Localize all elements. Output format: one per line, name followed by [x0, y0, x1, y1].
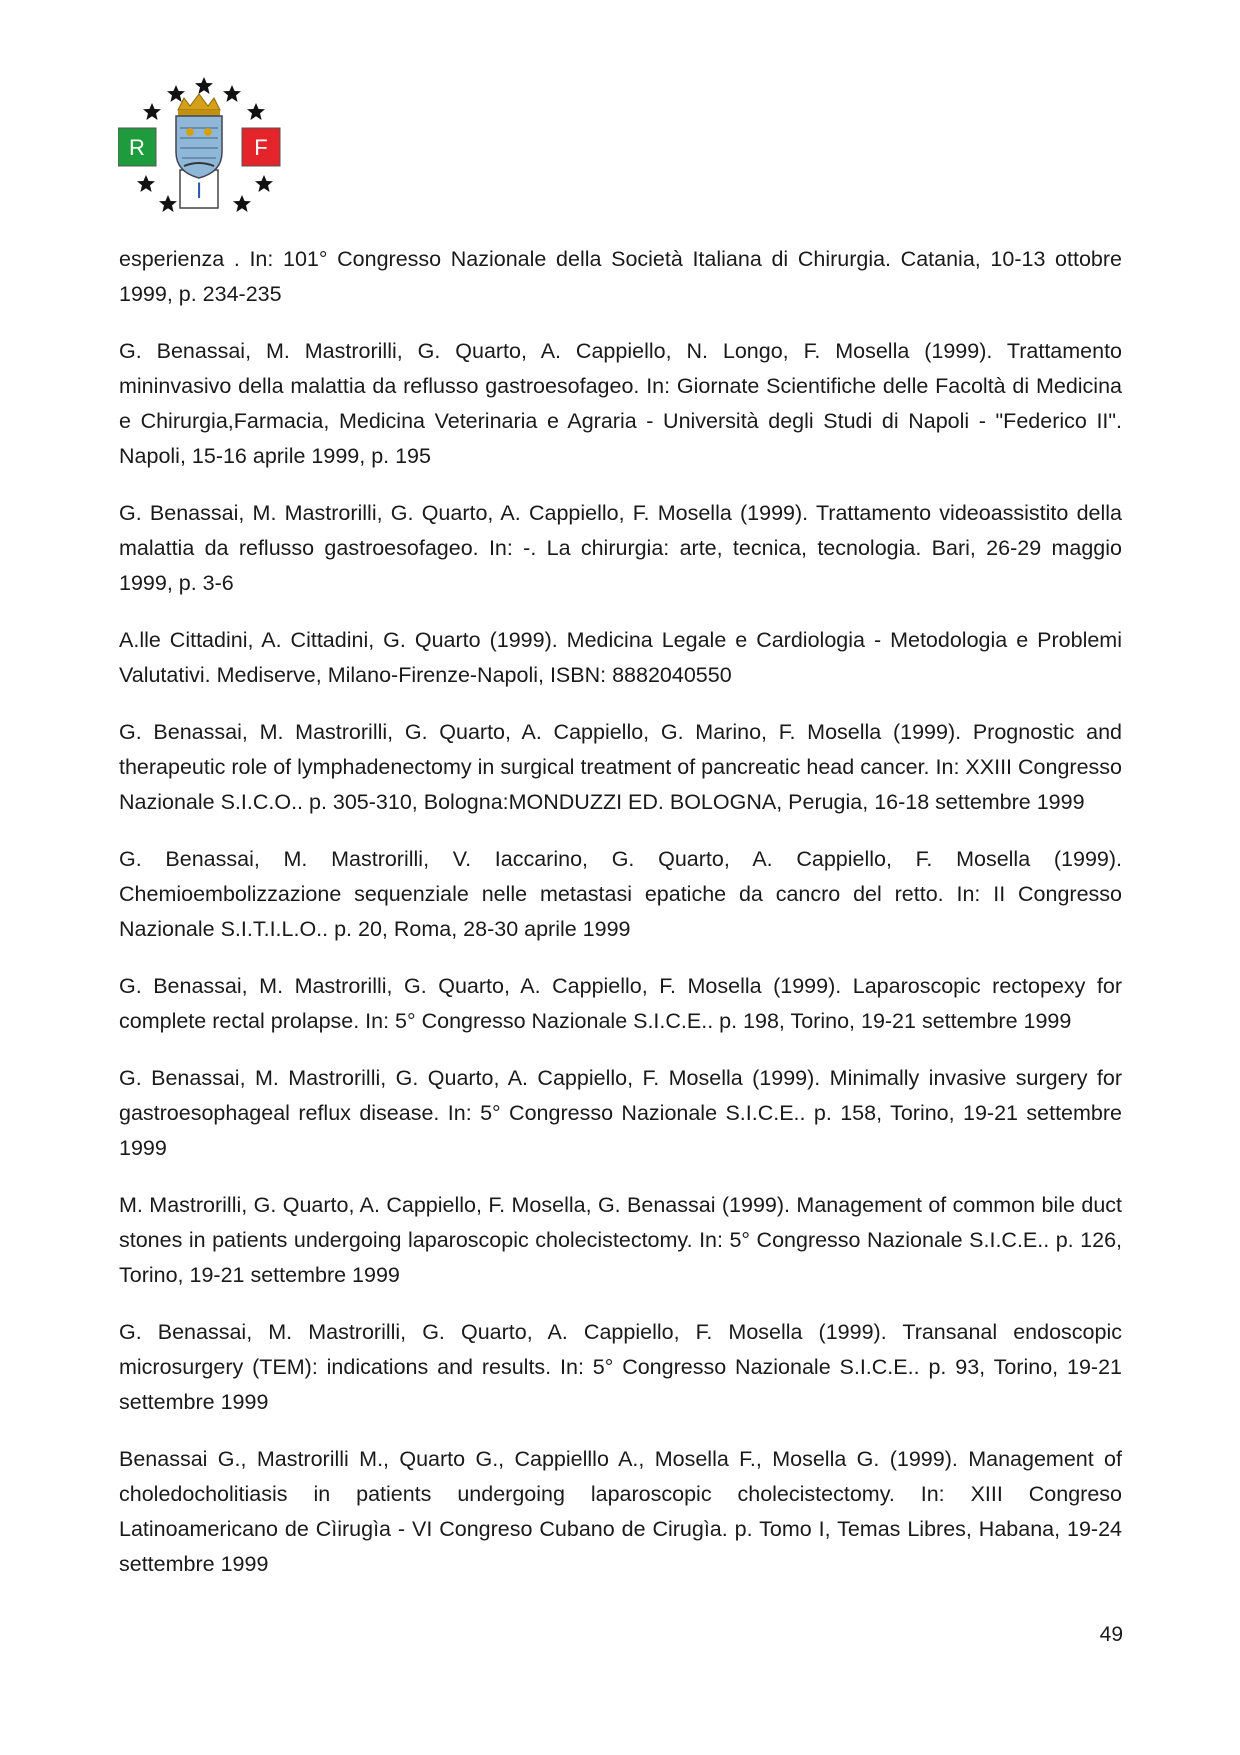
- publication-entry: Benassai G., Mastrorilli M., Quarto G., Cappielllo A., Mosella F., Mosella G. (1999). Management of choledocholitiasis in patients undergoing laparoscopic cholecistectomy. In: XIII Congreso Latinoamericano de Cìirugìa - VI Congreso Cubano de Cirugìa. p. Tomo I, Temas Libres, Habana, 19-24 settembre 1999: [119, 1447, 1122, 1576]
- publication-entry: G. Benassai, M. Mastrorilli, G. Quarto, A. Cappiello, G. Marino, F. Mosella (1999). Prognostic and therapeutic role of lymphadenectomy in surgical treatment of pancreatic head cancer. In: XXIII Congresso Nazionale S.I.C.O.. p. 305-310, Bologna:MONDUZZI ED. BOLOGNA, Perugia, 16-18 settembre 1999: [119, 720, 1122, 814]
- publication-list: [119, 242, 1122, 1604]
- publication-entry: G. Benassai, M. Mastrorilli, G. Quarto, A. Cappiello, N. Longo, F. Mosella (1999). Trattamento mininvasivo della malattia da reflusso gastroesofageo. In: Giornate Scientifiche delle Facoltà di Medicina e Chirurgia,Farmacia, Medicina Veterinaria e Agraria - Università degli Studi di Napoli - "Federico II". Napoli, 15-16 aprile 1999, p. 195: [119, 339, 1122, 468]
- logo-letter-r: R: [129, 135, 145, 160]
- publication-entry: G. Benassai, M. Mastrorilli, G. Quarto, A. Cappiello, F. Mosella (1999). Trattamento videoassistito della malattia da reflusso gastroesofageo. In: -. La chirurgia: arte, tecnica, tecnologia. Bari, 26-29 maggio 1999, p. 3-6: [119, 501, 1122, 595]
- publication-entry: esperienza . In: 101° Congresso Nazionale della Società Italiana di Chirurgia. Catania, 10-13 ottobre 1999, p. 234-235: [119, 247, 1122, 306]
- publication-entry: G. Benassai, M. Mastrorilli, V. Iaccarino, G. Quarto, A. Cappiello, F. Mosella (1999). Chemioembolizzazione sequenziale nelle metastasi epatiche da cancro del retto. In: II Congresso Nazionale S.I.T.I.L.O.. p. 20, Roma, 28-30 aprile 1999: [119, 847, 1122, 941]
- publication-entry: A.lle Cittadini, A. Cittadini, G. Quarto (1999). Medicina Legale e Cardiologia - Metodologia e Problemi Valutativi. Mediserve, Milano-Firenze-Napoli, ISBN: 8882040550: [119, 628, 1122, 687]
- logo-letter-f: F: [254, 135, 268, 160]
- rif-logo: [118, 72, 308, 232]
- publication-entry: G. Benassai, M. Mastrorilli, G. Quarto, A. Cappiello, F. Mosella (1999). Transanal endoscopic microsurgery (TEM): indications and results. In: 5° Congresso Nazionale S.I.C.E.. p. 93, Torino, 19-21 settembre 1999: [119, 1320, 1122, 1414]
- publication-entry: G. Benassai, M. Mastrorilli, G. Quarto, A. Cappiello, F. Mosella (1999). Laparoscopic rectopexy for complete rectal prolapse. In: 5° Congresso Nazionale S.I.C.E.. p. 198, Torino, 19-21 settembre 1999: [119, 974, 1122, 1033]
- publication-entry: G. Benassai, M. Mastrorilli, G. Quarto, A. Cappiello, F. Mosella (1999). Minimally invasive surgery for gastroesophageal reflux disease. In: 5° Congresso Nazionale S.I.C.E.. p. 158, Torino, 19-21 settembre 1999: [119, 1066, 1122, 1160]
- publication-entry: M. Mastrorilli, G. Quarto, A. Cappiello, F. Mosella, G. Benassai (1999). Management of common bile duct stones in patients undergoing laparoscopic cholecistectomy. In: 5° Congresso Nazionale S.I.C.E.. p. 126, Torino, 19-21 settembre 1999: [119, 1193, 1122, 1287]
- logo-letter-i: I: [195, 178, 203, 203]
- page-number: 49: [1099, 1623, 1123, 1646]
